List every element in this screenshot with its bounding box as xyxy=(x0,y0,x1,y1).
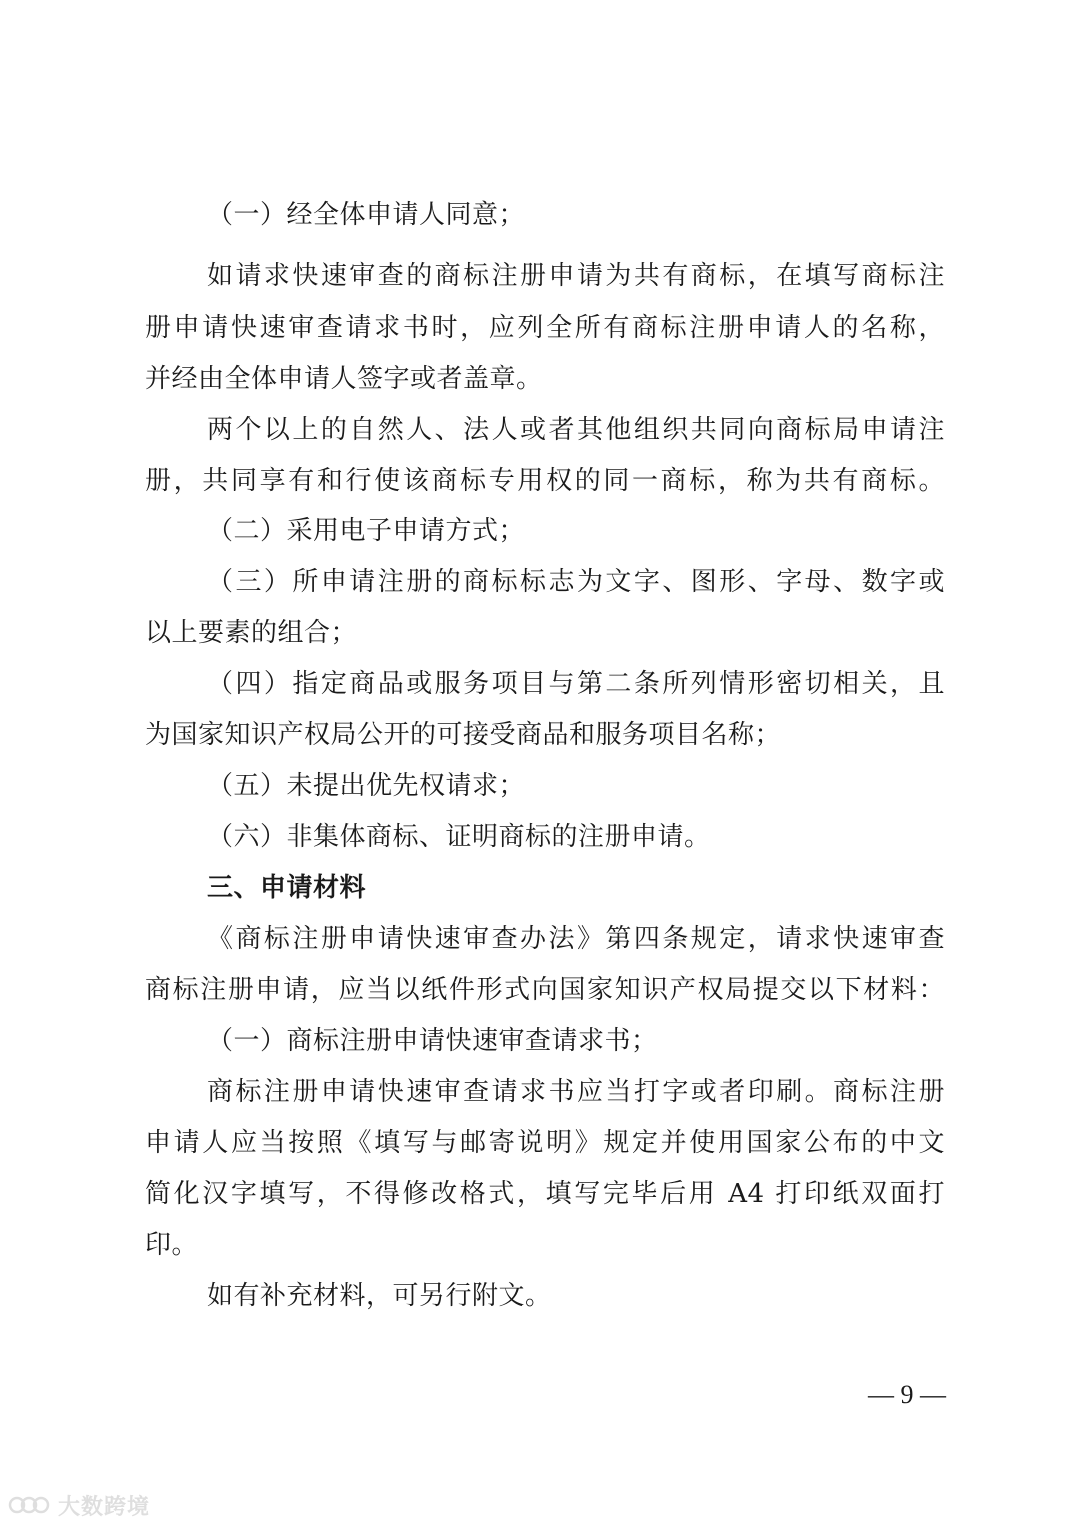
text-line: 印。 xyxy=(145,1230,199,1260)
text-line: （五）未提出优先权请求； xyxy=(207,771,526,801)
text-line: 申请人应当按照《填写与邮寄说明》规定并使用国家公布的中文 xyxy=(145,1128,945,1158)
page-number: — 9 — xyxy=(868,1380,946,1409)
text-line: 如有补充材料，可另行附文。 xyxy=(207,1281,552,1311)
text-line: 为国家知识产权局公开的可接受商品和服务项目名称； xyxy=(145,720,782,750)
watermark xyxy=(8,1490,150,1520)
text-line: 《商标注册申请快速审查办法》第四条规定，请求快速审查 xyxy=(207,924,945,954)
text-line: 商标注册申请快速审查请求书应当打字或者印刷。商标注册 xyxy=(207,1077,945,1107)
text-line: 以上要素的组合； xyxy=(145,618,358,648)
text-line: 商标注册申请，应当以纸件形式向国家知识产权局提交以下材料： xyxy=(145,975,945,1005)
text-line: （一）商标注册申请快速审查请求书； xyxy=(207,1026,658,1056)
brand-logo-icon xyxy=(8,1492,52,1518)
text-line: 册申请快速审查请求书时，应列全所有商标注册申请人的名称， xyxy=(145,313,945,343)
text-line: 两个以上的自然人、法人或者其他组织共同向商标局申请注 xyxy=(207,415,945,445)
text-line: 册，共同享有和行使该商标专用权的同一商标，称为共有商标。 xyxy=(145,466,945,496)
text-line: 如请求快速审查的商标注册申请为共有商标，在填写商标注 xyxy=(207,261,945,291)
text-line: 简化汉字填写，不得修改格式，填写完毕后用 A4 打印纸双面打 xyxy=(145,1179,945,1209)
section-heading: 三、申请材料 xyxy=(207,873,367,903)
text-line: （三）所申请注册的商标标志为文字、图形、字母、数字或 xyxy=(207,567,945,597)
text-line: （二）采用电子申请方式； xyxy=(207,516,526,546)
text-line: （四）指定商品或服务项目与第二条所列情形密切相关，且 xyxy=(207,669,945,699)
text-line: （六）非集体商标、证明商标的注册申请。 xyxy=(207,822,711,852)
text-line: （一）经全体申请人同意； xyxy=(207,200,526,230)
text-line: 并经由全体申请人签字或者盖章。 xyxy=(145,364,543,394)
watermark-text: 大数跨境 xyxy=(58,1494,151,1520)
